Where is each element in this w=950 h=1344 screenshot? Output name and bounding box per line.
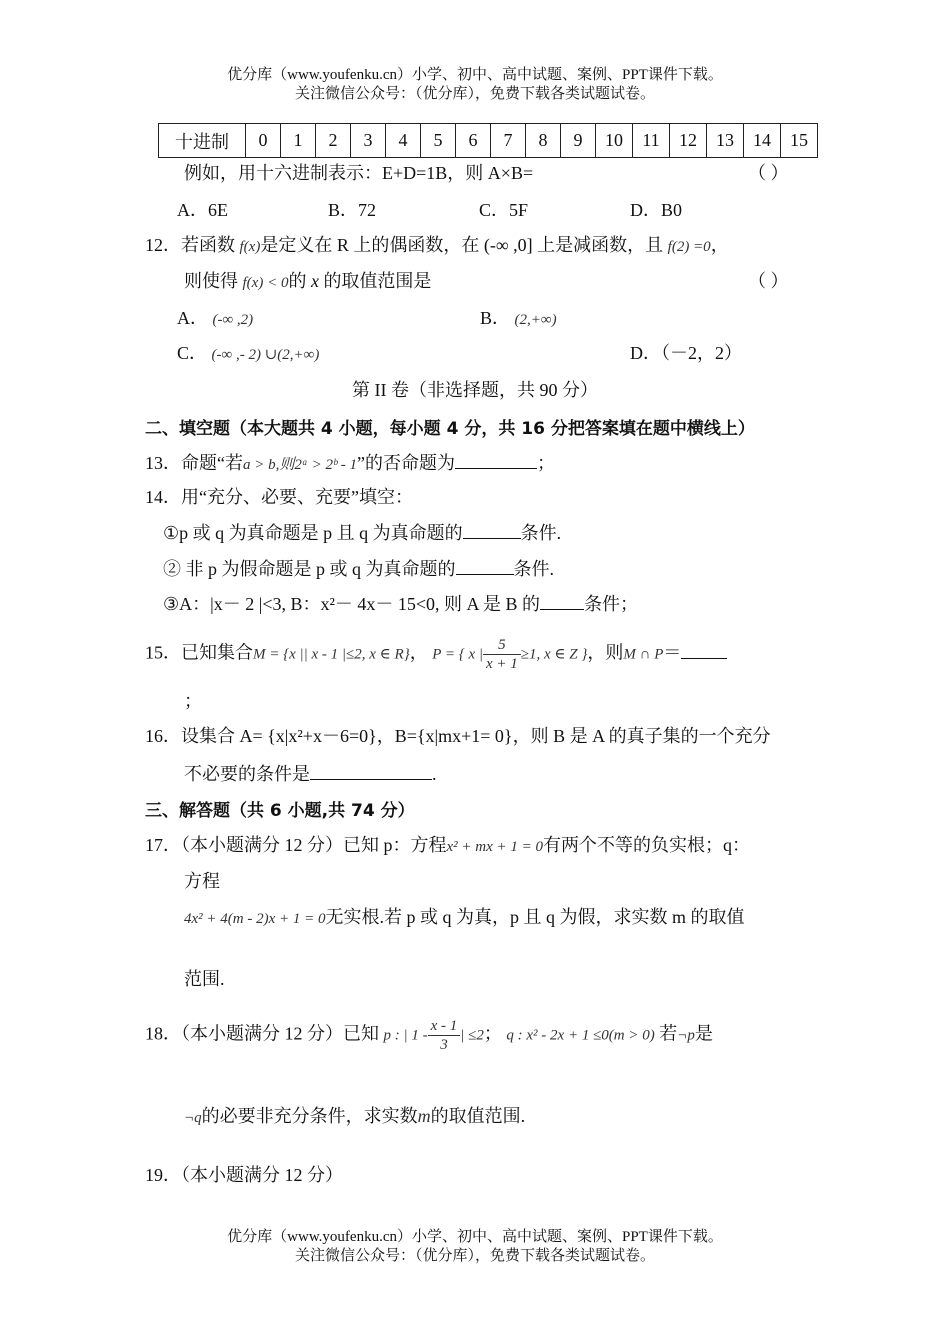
q18-fraction-denominator: 3	[440, 1037, 448, 1053]
q14-item-3	[163, 591, 638, 616]
q15-separator: ，	[409, 642, 428, 663]
hex-cell: 0	[246, 124, 281, 158]
q14-item-3-text: ③A：|x－ 2 |<3, B：x²－ 4x－ 15<0, 则 A 是 B 的	[163, 594, 541, 614]
q18-separator: ；	[483, 1023, 502, 1044]
q17-number: 17．	[145, 835, 181, 855]
q13-text-c: ；	[537, 453, 556, 473]
q18-line-1	[145, 1017, 713, 1054]
q12-text-d: 则使得	[184, 271, 238, 291]
q12-option-a-label: A．	[177, 308, 208, 328]
q18-text-c: 是	[694, 1023, 713, 1044]
q12-line-2	[184, 269, 431, 295]
q18-fraction-numerator: x - 1	[428, 1017, 461, 1036]
q12-text-e: 的	[288, 271, 307, 291]
q19-text-a: （本小题满分 12 分）	[181, 1165, 343, 1185]
q18-fraction	[428, 1017, 461, 1054]
q16-text-b: 不必要的条件是	[184, 764, 310, 784]
q16-end: .	[432, 764, 437, 784]
q15-intersection: M ∩ P	[623, 646, 664, 663]
q12-option-a-value: (-∞ ,2)	[212, 312, 254, 328]
q18-number: 18．	[145, 1023, 181, 1044]
q12-option-b-value: (2,+∞)	[514, 312, 557, 328]
q13-math: a > b,则2ᵃ > 2ᵇ - 1	[243, 457, 358, 473]
q18-not-q: ¬q	[184, 1110, 202, 1126]
q12-option-b	[480, 306, 557, 332]
q17-equation-2: 4x² + 4(m - 2)x + 1 = 0	[184, 911, 326, 927]
hex-cell: 3	[351, 124, 386, 158]
footer-line-2: 关注微信公众号：（优分库），免费下载各类试题试卷。	[294, 1248, 655, 1264]
q15-end: ；	[184, 691, 202, 711]
q17-text-c: 无实根.若 p 或 q 为真，p 且 q 为假，求实数 m 的取值	[325, 907, 745, 927]
q13-text-a: 命题“若	[181, 453, 243, 473]
q11-option-d: D．B0	[630, 200, 683, 220]
header-line-2: 关注微信公众号：（优分库），免费下载各类试题试卷。	[294, 86, 655, 102]
q14-item-1	[163, 520, 561, 545]
q18-text-d: 的必要非充分条件，求实数	[201, 1106, 418, 1126]
footer-line-1: 优分库（www.youfenku.cn）小学、初中、高中试题、案例、PPT课件下载。	[227, 1229, 723, 1245]
q12-x: x	[310, 271, 319, 291]
part-2-title: 第 II 卷（非选择题，共 90 分）	[352, 380, 598, 400]
q14-item-2-end: 条件.	[513, 559, 554, 579]
q14-title	[145, 485, 413, 509]
q12-fx: f(x)	[239, 239, 261, 255]
q18-line-2	[184, 1104, 525, 1130]
q11-option-c: C．5F	[479, 200, 529, 220]
q17-line-4: 范围.	[184, 969, 225, 989]
hex-cell: 5	[421, 124, 456, 158]
q15-text-a: 已知集合	[181, 642, 253, 663]
q12-option-c-label: C．	[177, 343, 208, 363]
q11-paren: （ ）	[748, 163, 789, 183]
q15-text-b: ，则	[587, 642, 624, 663]
q12-option-d: D．（－2，2）	[630, 343, 742, 363]
hex-cell: 15	[781, 124, 818, 158]
q16-text: 设集合 A= {x|x²+x－6=0}，B={x|mx+1= 0}，则 B 是 A 的真子集的一个充分	[181, 726, 771, 746]
hex-cell: 2	[316, 124, 351, 158]
q15-set-p-start: P = { x |	[432, 646, 483, 663]
q12-number: 12．	[145, 235, 181, 255]
hex-cell: 14	[744, 124, 781, 158]
q18-text-e: 的取值范围.	[430, 1106, 526, 1126]
hex-cell: 8	[526, 124, 561, 158]
hex-cell: 4	[386, 124, 421, 158]
q15-fraction	[483, 636, 521, 673]
q12-line-1	[145, 233, 729, 259]
q14-number: 14．	[145, 487, 181, 507]
section-3-title: 三、解答题（共 6 小题,共 74 分）	[145, 801, 415, 821]
q14-item-1-blank[interactable]	[463, 520, 521, 539]
q17-line-1	[145, 833, 750, 859]
q14-item-2-blank[interactable]	[456, 556, 514, 575]
q12-text-a: 若函数	[181, 235, 235, 255]
q15	[145, 636, 727, 673]
q17-text-a: （本小题满分 12 分）已知 p：方程	[181, 835, 447, 855]
q14-item-1-end: 条件.	[520, 523, 562, 543]
q14-item-3-blank[interactable]	[540, 591, 584, 610]
q12-text-c: ，	[710, 235, 729, 255]
q14-item-1-text: ①p 或 q 为真命题是 p 且 q 为真命题的	[163, 523, 463, 543]
q18-text-b: 若	[659, 1023, 678, 1044]
q14-item-2-text: ② 非 p 为假命题是 p 或 q 为真命题的	[163, 559, 456, 579]
q17-line-2: 方程	[184, 871, 220, 891]
q17-text-b: 有两个不等的负实根；q：	[543, 835, 751, 855]
hex-cell: 12	[670, 124, 707, 158]
q15-set-m: M = {x || x - 1 |≤2, x ∈ R}	[253, 646, 410, 663]
header-line-1: 优分库（www.youfenku.cn）小学、初中、高中试题、案例、PPT课件下载。	[227, 67, 723, 83]
q18-not-p: ¬p	[677, 1027, 695, 1044]
q12-paren: （ ）	[748, 271, 789, 291]
q11-option-b: B．72	[328, 200, 377, 220]
hex-table	[158, 123, 818, 158]
q13-number: 13．	[145, 453, 181, 473]
q16-line-1	[145, 724, 771, 748]
q12-f2: f(2) =0	[667, 239, 711, 255]
q18-q: q : x² - 2x + 1 ≤0(m > 0)	[506, 1027, 655, 1044]
q17-equation-1: x² + mx + 1 = 0	[446, 839, 544, 855]
q12-text-f: 的取值范围是	[323, 271, 432, 291]
q15-text-c: ＝	[663, 642, 682, 663]
q19-number: 19．	[145, 1165, 181, 1185]
q18-p-end: | ≤2	[460, 1027, 484, 1044]
q15-set-p-end: ≥1, x ∈ Z }	[520, 646, 588, 663]
q14-title-text: 用“充分、必要、充要”填空：	[181, 487, 413, 507]
q11-option-a: A．6E	[177, 200, 228, 220]
q19	[145, 1163, 343, 1187]
hex-cell: 10	[596, 124, 633, 158]
q12-option-c-value: (-∞ ,- 2) ∪(2,+∞)	[211, 347, 320, 363]
q13	[145, 450, 555, 477]
q18-p-start: p : | 1 -	[383, 1027, 428, 1044]
q16-answer-blank[interactable]	[310, 761, 432, 780]
hex-cell: 7	[491, 124, 526, 158]
q16-line-2	[184, 761, 437, 786]
q18-text-a: （本小题满分 12 分）已知	[181, 1023, 379, 1044]
hex-table-row	[159, 124, 818, 158]
q15-number: 15．	[145, 642, 181, 663]
hex-table-label: 十进制	[159, 124, 246, 158]
hex-cell: 6	[456, 124, 491, 158]
q17-line-3	[184, 905, 745, 931]
q13-answer-blank[interactable]	[455, 450, 537, 469]
hex-cell: 9	[561, 124, 596, 158]
hex-cell: 1	[281, 124, 316, 158]
q13-text-b: ”的否命题为	[357, 453, 456, 473]
q12-option-a	[177, 306, 253, 332]
q12-option-b-label: B．	[480, 308, 511, 328]
q12-option-c	[177, 341, 319, 367]
q15-answer-blank[interactable]	[681, 640, 727, 659]
q16-number: 16．	[145, 726, 181, 746]
q14-item-2	[163, 556, 554, 581]
hex-cell: 11	[633, 124, 670, 158]
q12-fx-lt0: f(x) < 0	[242, 275, 289, 291]
hex-cell: 13	[707, 124, 744, 158]
q18-m: m	[417, 1106, 431, 1126]
q11-example: 例如，用十六进制表示：E+D=1B，则 A×B=	[184, 163, 534, 183]
q14-item-3-end: 条件；	[584, 594, 639, 614]
q12-text-b: 是定义在 R 上的偶函数，在 (-∞ ,0] 上是减函数，且	[260, 235, 664, 255]
section-2-title: 二、填空题（本大题共 4 小题，每小题 4 分，共 16 分把答案填在题中横线上）	[145, 419, 755, 439]
q15-fraction-denominator: x + 1	[486, 656, 518, 672]
q15-fraction-numerator: 5	[483, 636, 521, 655]
